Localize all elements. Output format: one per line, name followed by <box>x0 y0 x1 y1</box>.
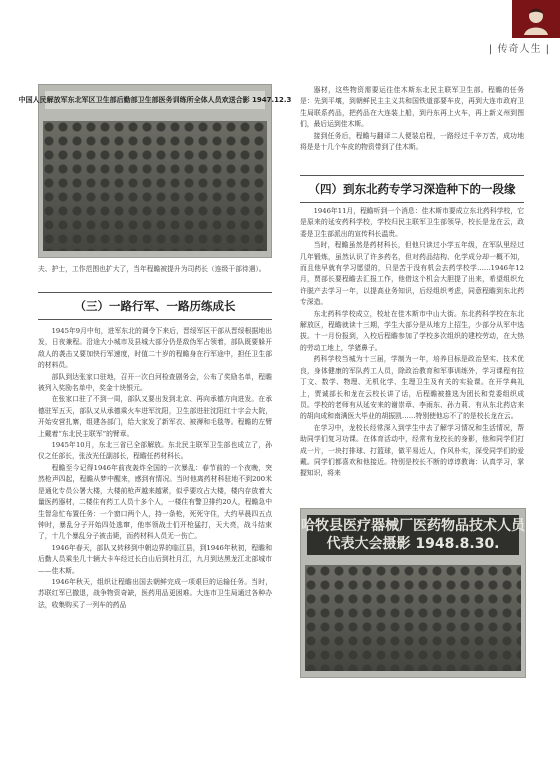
section-heading-3: （三）一路行军、一路历练成长 <box>38 292 272 320</box>
header-portrait-badge <box>512 0 560 38</box>
banner-line-1: 哈牧县医疗器械厂医药物品技术人员 <box>301 518 525 534</box>
paragraph: 部队到达张家口驻地，召开一次白河检查剧务会，公布了奖励名单，程瞻被列入奖励名单中，奖金十块银元。 <box>38 372 272 393</box>
left-column-body <box>38 326 272 611</box>
section-heading-4: （四）到东北药专学习深造种下的一段缘 <box>300 175 524 203</box>
paragraph: 在学习中，龙校长经常深入到学生中去了解学习情况和生活情况，帮助同学们复习功课。在体育活动中，经常有龙校长的身影，他和同学们打成一片，一块打排球、打篮球，做平易近人，作风朴实，深受同学们的爱戴。同学们都喜欢和他接近。特别是校长不断的谆谆教诲：认真学习，掌握知识，将来 <box>300 423 524 478</box>
right-column-top <box>300 85 524 153</box>
section-label: | 传奇人生 | <box>488 44 550 55</box>
group-photo-bottom <box>300 508 526 678</box>
paragraph: 程瞻至今记得1946年前夜轰炸全国的一次暴乱：春节前的一个夜晚，突然枪声四起，程瞻从梦中醒来，感到有情况。当时他离药材科驻地不到200米是通化专员公署大楼，大楼前枪声越来越紧，似乎要攻占大楼，楼内存放着大量医药器材，二楼住有药工人员十多个人，一楼住有警卫排约20人，程瞻急中生智急忙布置任务：一个窗口两个人，持一条枪，死死守住，大约早晨四五点钟时，暴乱分子开始四处逃窜，他率领战士们开枪猛打，天大亮，战斗结束了，十几个暴乱分子被击毙，而药材科人员无一伤亡。 <box>38 463 272 541</box>
paragraph: 1946年春天，部队又转移到中朝边界的临江县，到1946年秋初，程瞻和后勤人员乘坐几十辆大卡车经过长白山后到杜月江，九月到达黑龙江北部城市——佳木斯。 <box>38 543 272 575</box>
banner-line-2: 代表大会摄影 1948.8.30. <box>326 536 500 552</box>
group-photo-top <box>18 84 292 258</box>
photo-banner: 中国人民解放军东北军区卫生部后勤部卫生部医务训练所全体人员欢送合影 1947.12.3 <box>45 91 265 109</box>
paragraph: 东北药科学校成立，校址在佳木斯市中山大街。东北药科学校在东北解放区，程瞻就读十三期，学生大部分是从地方上招生，少部分从军中选拔。十一月份报到，入校后程瞻参加了学校多次组织的建校劳动，在大热的劳动工地上，学猪鼻子。 <box>300 309 524 352</box>
paragraph: 1946年11月，程瞻听到一个消息：佳木斯市要成立东北药科学校，它是原来的延安药科学校，学校归民主联军卫生部领导，校长是龙在云，政委是卫生部派出的宣传科长温贵。 <box>300 207 524 238</box>
paragraph: 1945年10月，东北三省已全部解放。东北民主联军卫生部也成立了，孙仪之任部长，张汝光任副部长，程瞻任药材科长。 <box>38 441 272 461</box>
paragraph: 药科学校当城为十三届，学制为一年，培养目标是政治坚实、技术优良，身体健康的军队药工人员，除政治教育和军事训练外，学习课程有拉丁文、数学、物理、无机化学、生理卫生及有关的实验课。在开学典礼上，贾诚部长和龙在云校长讲了话，后程瞻被推选为团长和党委组织成员。学校的老师有从延安来的谢崇章、李雨东、孙力莉、有从东北药店来的胡向成和南满医大毕业的胡振凯……特别使他忘不了的是校长龙在云。 <box>300 355 524 421</box>
intro-paragraph: 夫、护士，工作范围也扩大了，当年程瞻被提升为司药长（连级干部待遇）。 <box>38 265 266 273</box>
paragraph: 1945年9月中旬，进军东北的调令下来后，晋绥军区干部从晋绥根据地出发，日夜兼程。沿途大小城市及县城大部分仍是敌伪军占领着，部队既要躲开敌人的袭击又要加快行军速度，时值二十岁的程瞻身在行军途中，担任卫生部的材料员。 <box>38 327 272 370</box>
photo-crowd <box>305 565 521 671</box>
paragraph: 在张家口驻了不到一周，部队又要出发到北京、再向承德方向进发。在承德驻军五天，部队又从承德乘火车进军沈阳，卫生部进驻沈阳红十字会大院，开始安营扎寨，组建各部门，给大家发了新军衣、被褥和毛毯等。程瞻的左臂上戴着“东北民主联军”的臂章。 <box>38 395 272 438</box>
left-intro <box>38 264 272 275</box>
right-column-body <box>300 206 524 480</box>
paragraph: 接到任务后，程瞻与翻译二人便装启程，一路经过千辛万苦，成功地将是是十几个车皮的物资带到了佳木斯。 <box>300 131 524 152</box>
portrait-icon <box>520 3 552 35</box>
photo-crowd <box>43 121 267 251</box>
photo-banner <box>301 515 525 555</box>
paragraph: 当时，程瞻虽然是药材科长，但他只读过小学五年级，在军队里经过几年锻炼，虽然认识了许多药名，但对药品结构、化学成分却一概不知，而且他早就有学习愿望的，只是苦于没有机会去药学校学……1946年12月，贾部长要程瞻去汇报工作，他借这个机会大胆提了出来，希望组织允许脱产去学习一年，以提高业务知识，后经组织考虑，同意程瞻到东北药专深造。 <box>300 241 524 307</box>
paragraph: 器材，这些物资需要运往佳木斯东北民主联军卫生部。程瞻的任务是：先到平壤，到朝鲜民主主义共和国铁道部要车皮，再到大连市政府卫生局联系药品，把药品在大连装上船，到丹东再上火车，再上新义州到图们，最后运到佳木斯。 <box>300 86 524 129</box>
paragraph: 1946年秋天，组织让程瞻出国去朝鲜完成一项艰巨的运输任务。当时，苏联红军已撤退，战争物资奇缺，医药用品更困难。大连市卫生局通过各种办法，收集购买了一列车的药品 <box>38 577 272 609</box>
